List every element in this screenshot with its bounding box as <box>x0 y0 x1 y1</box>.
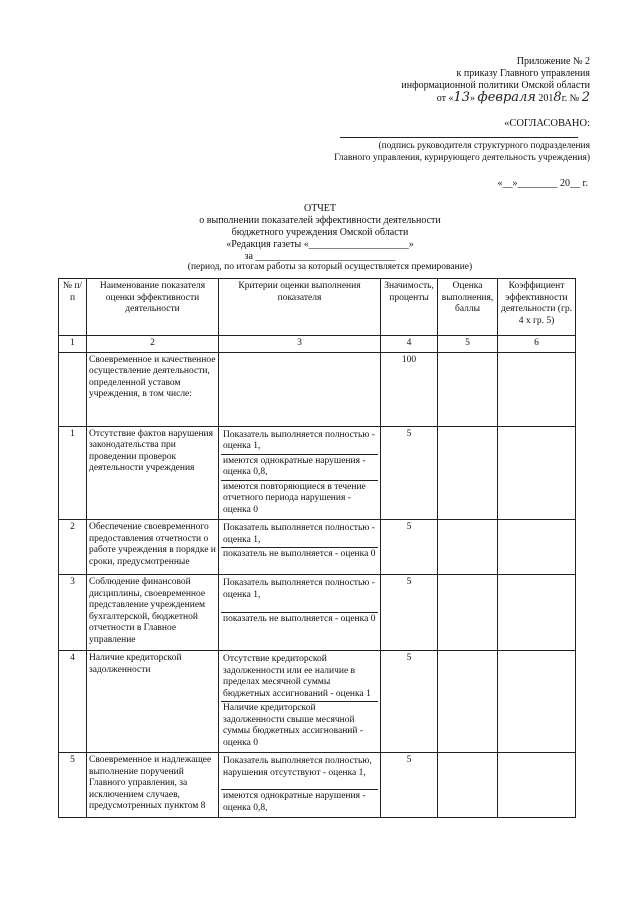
column-number: 6 <box>498 336 576 353</box>
order-number: 2 <box>581 90 590 105</box>
coefficient-cell <box>498 352 576 426</box>
criteria-item: показатель не выполняется - оценка 0 <box>223 549 376 559</box>
indicator-name: Своевременное и качественное осуществление деятельности, определенной уставом учреждения, в том числе: <box>87 352 219 426</box>
score-cell <box>438 426 498 520</box>
order-mid2: г. № <box>561 93 580 104</box>
coefficient-cell <box>498 426 576 520</box>
criteria-item: Отсутствие кредиторской задолженности или ее наличие в пределах месячной суммы бюджетных ассигнований - оценка 1 <box>221 653 378 702</box>
column-number: 3 <box>219 336 381 353</box>
score-cell <box>438 753 498 818</box>
header-cell: Оценка выполнения, баллы <box>438 279 498 336</box>
table-row <box>59 352 576 426</box>
appendix-line-2: информационной политики Омской области <box>401 80 590 91</box>
score-cell <box>438 352 498 426</box>
column-number: 1 <box>59 336 87 353</box>
table-row <box>59 520 576 575</box>
header-cell: Наименование показателя оценки эффективности деятельности <box>87 279 219 336</box>
criteria-item: Показатель выполняется полностью - оценка 1, <box>221 577 378 613</box>
indicator-name: Наличие кредиторской задолженности <box>87 651 219 753</box>
order-month: февраля <box>477 90 536 105</box>
weight-cell: 5 <box>381 575 438 651</box>
signature-caption-line-2: Главного управления, курирующего деятельность учреждения) <box>334 152 590 163</box>
row-number: 5 <box>59 753 87 818</box>
criteria-cell <box>219 651 381 753</box>
order-date-line <box>290 92 590 105</box>
criteria-item: Наличие кредиторской задолженности свыше месячной суммы бюджетных ассигнований - оценка 0 <box>223 703 364 748</box>
criteria-cell <box>219 352 381 426</box>
weight-cell: 5 <box>381 753 438 818</box>
signature-line <box>340 137 578 138</box>
header-cell: № п/п <box>59 279 87 336</box>
order-mid1: » <box>470 93 476 104</box>
indicator-name: Отсутствие фактов нарушения законодательства при проведении проверок деятельности учреждения <box>87 426 219 520</box>
table-row <box>59 651 576 753</box>
weight-cell: 5 <box>381 651 438 753</box>
table-row <box>59 753 576 818</box>
table-header-row <box>59 279 576 336</box>
indicator-name: Соблюдение финансовой дисциплины, своевременное представление учреждением бухгалтерской, бюджетной отчетности в Главное управление <box>87 575 219 651</box>
criteria-cell <box>219 575 381 651</box>
report-line-1: о выполнении показателей эффективности деятельности <box>199 215 441 226</box>
row-number <box>59 352 87 426</box>
criteria-cell <box>219 426 381 520</box>
report-table <box>58 278 576 818</box>
table-row <box>59 575 576 651</box>
criteria-item: имеются однократные нарушения - оценка 0,8, <box>223 791 366 813</box>
approval-date-line: «__»________ 20__ г. <box>497 178 588 189</box>
report-title-block <box>130 203 510 263</box>
appendix-block <box>290 56 590 105</box>
column-number: 4 <box>381 336 438 353</box>
weight-cell: 100 <box>381 352 438 426</box>
score-cell <box>438 651 498 753</box>
score-cell <box>438 575 498 651</box>
score-cell <box>438 520 498 575</box>
indicator-name: Обеспечение своевременного предоставления отчетности о работе учреждения в порядке и сроки, предусмотренные <box>87 520 219 575</box>
weight-cell: 5 <box>381 426 438 520</box>
header-cell: Значимость, проценты <box>381 279 438 336</box>
signature-caption <box>270 141 590 164</box>
report-line-4: за ____________________________ <box>244 251 396 262</box>
criteria-item: Показатель выполняется полностью, нарушения отсутствуют - оценка 1, <box>221 755 378 790</box>
order-year-hand: 8 <box>553 90 562 105</box>
table-row <box>59 426 576 520</box>
criteria-cell <box>219 520 381 575</box>
header-cell: Коэффициент эффективности деятельности (гр. 4 х гр. 5) <box>498 279 576 336</box>
criteria-item: Показатель выполняется полностью - оценка 1, <box>221 522 378 548</box>
order-prefix: от « <box>436 93 454 104</box>
criteria-item: Показатель выполняется полностью - оценка 1, <box>221 429 378 455</box>
criteria-item: имеются повторяющиеся в течение отчетного периода нарушения - оценка 0 <box>223 481 366 515</box>
report-line-2: бюджетного учреждения Омской области <box>231 227 409 238</box>
report-line-3: «Редакция газеты «____________________» <box>226 239 414 250</box>
appendix-line-1: к приказу Главного управления <box>456 68 590 79</box>
period-note: (период, по итогам работы за который осуществляется премирование) <box>187 262 473 272</box>
coefficient-cell <box>498 651 576 753</box>
order-day: 13 <box>453 90 471 105</box>
header-cell: Критерии оценки выполнения показателя <box>219 279 381 336</box>
coefficient-cell <box>498 753 576 818</box>
row-number: 4 <box>59 651 87 753</box>
criteria-item: имеются однократные нарушения - оценка 0,8, <box>221 455 378 481</box>
signature-caption-line-1: (подпись руководителя структурного подразделения <box>378 141 590 151</box>
criteria-cell <box>219 753 381 818</box>
column-number: 5 <box>438 336 498 353</box>
row-number: 1 <box>59 426 87 520</box>
column-number-row <box>59 336 576 353</box>
criteria-item: показатель не выполняется - оценка 0 <box>223 614 376 624</box>
weight-cell: 5 <box>381 520 438 575</box>
row-number: 3 <box>59 575 87 651</box>
coefficient-cell <box>498 575 576 651</box>
report-title: ОТЧЕТ <box>303 203 337 214</box>
coefficient-cell <box>498 520 576 575</box>
row-number: 2 <box>59 520 87 575</box>
approval-label: «СОГЛАСОВАНО: <box>504 118 590 129</box>
column-number: 2 <box>87 336 219 353</box>
appendix-title: Приложение № 2 <box>516 56 590 67</box>
order-year-prefix: 201 <box>538 93 554 104</box>
indicator-name: Своевременное и надлежащее выполнение поручений Главного управления, за исключением случаев, предусмотренных пунктом 8 <box>87 753 219 818</box>
